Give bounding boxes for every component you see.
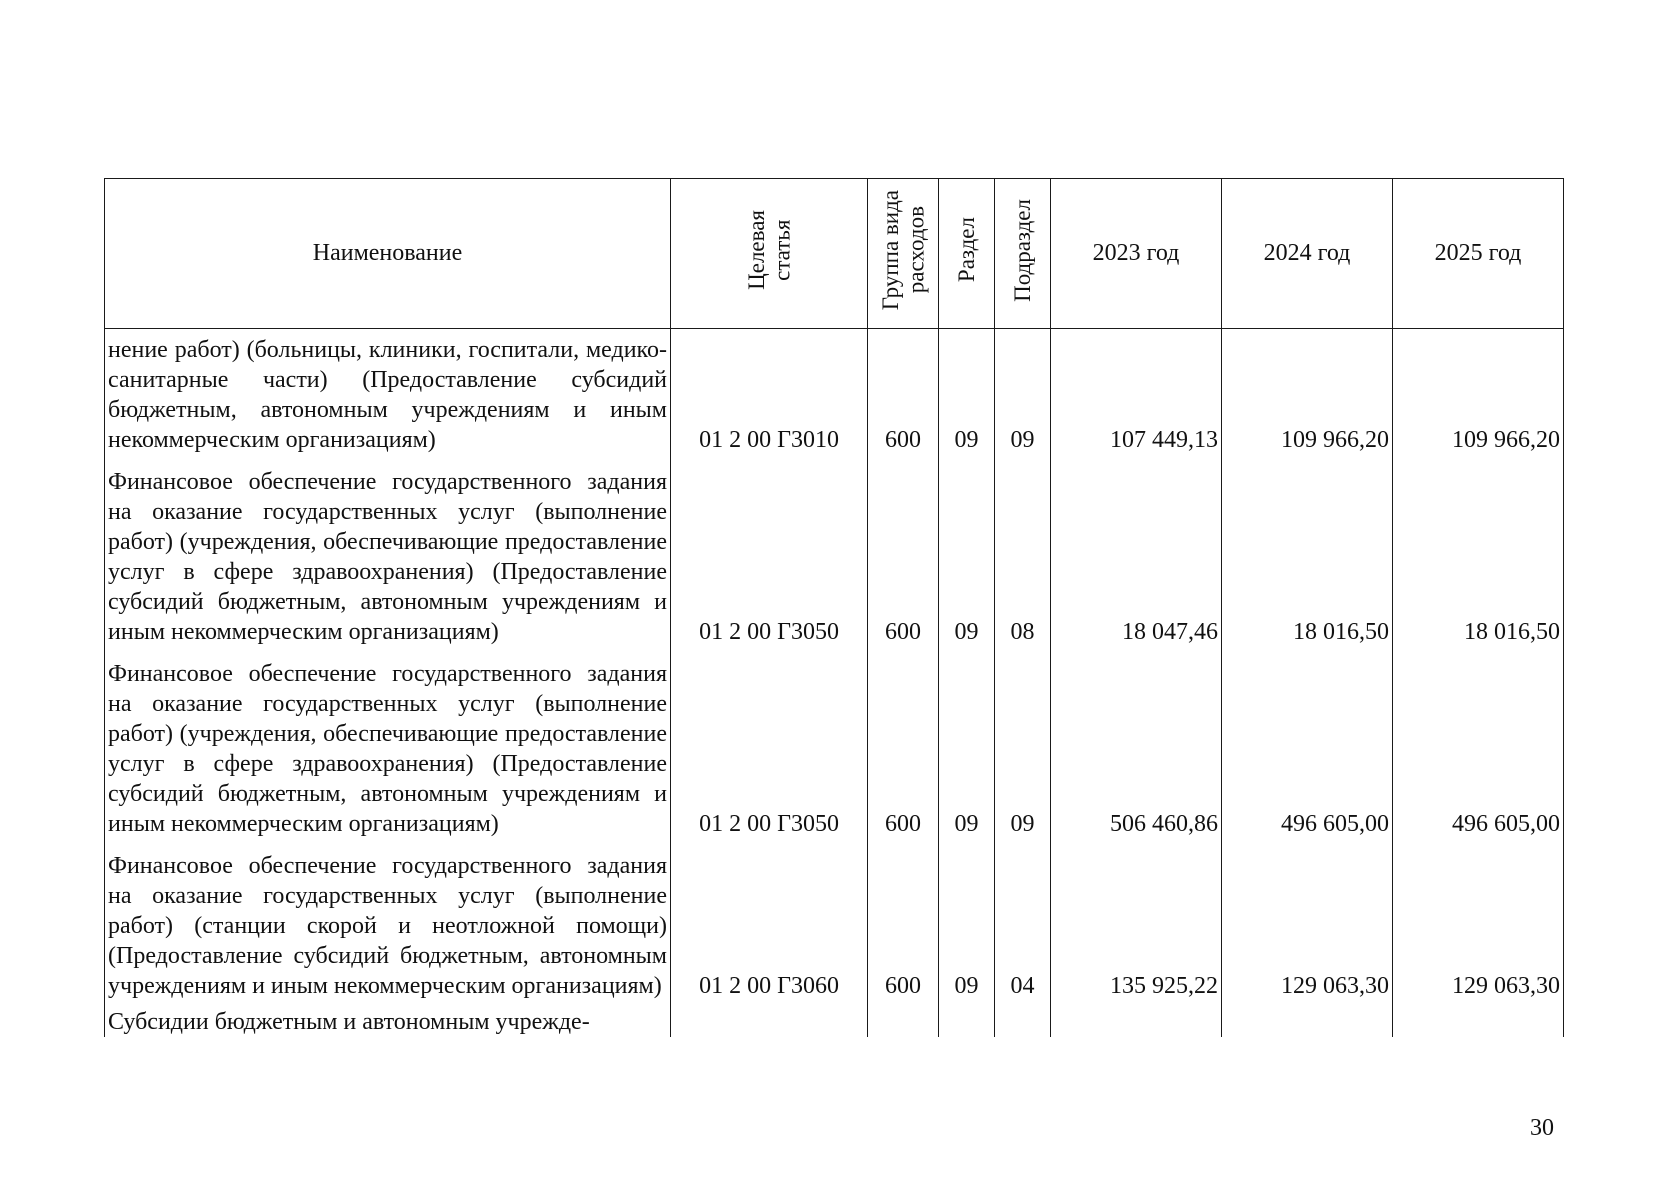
table-row xyxy=(105,653,1564,845)
row-2024: 496 605,00 xyxy=(1222,653,1393,845)
row-2025: 109 966,20 xyxy=(1393,329,1564,462)
row-2023: 135 925,22 xyxy=(1051,845,1222,1007)
row-2025: 129 063,30 xyxy=(1393,845,1564,1007)
row-name-continued: Субсидии бюджетным и автономным учрежде- xyxy=(105,1007,671,1037)
table-header xyxy=(105,179,1564,329)
header-2025: 2025 год xyxy=(1393,179,1564,329)
row-2023: 18 047,46 xyxy=(1051,461,1222,653)
row-subsection: 04 xyxy=(995,845,1051,1007)
row-target: 01 2 00 Г3060 xyxy=(671,845,868,1007)
header-section: Раздел xyxy=(939,179,995,329)
header-subsection: Подраздел xyxy=(995,179,1051,329)
header-expense-group: Группа вида расходов xyxy=(868,179,939,329)
row-2024: 18 016,50 xyxy=(1222,461,1393,653)
row-2025: 496 605,00 xyxy=(1393,653,1564,845)
budget-table xyxy=(104,178,1564,1037)
row-section: 09 xyxy=(939,653,995,845)
row-group: 600 xyxy=(868,329,939,462)
row-subsection: 08 xyxy=(995,461,1051,653)
table-row xyxy=(105,461,1564,653)
row-2023: 107 449,13 xyxy=(1051,329,1222,462)
row-group: 600 xyxy=(868,845,939,1007)
header-name: Наименование xyxy=(105,179,671,329)
row-name: нение работ) (больницы, клиники, госпитали, медико-санитарные части) (Предоставление субсидий бюджетным, автономным учреждениям и иным некоммерческим организациям) xyxy=(105,329,671,462)
row-2023: 506 460,86 xyxy=(1051,653,1222,845)
row-name: Финансовое обеспечение государственного задания на оказание государственных услуг (выполнение работ) (учреждения, обеспечивающие предоставление услуг в сфере здравоохранения) (Предоставление субсидий бюджетным, автономным учреждениям и иным некоммерческим организациям) xyxy=(105,653,671,845)
row-group: 600 xyxy=(868,653,939,845)
row-subsection: 09 xyxy=(995,653,1051,845)
row-target: 01 2 00 Г3050 xyxy=(671,461,868,653)
header-2023: 2023 год xyxy=(1051,179,1222,329)
row-subsection: 09 xyxy=(995,329,1051,462)
row-target: 01 2 00 Г3050 xyxy=(671,653,868,845)
row-2025: 18 016,50 xyxy=(1393,461,1564,653)
row-section: 09 xyxy=(939,329,995,462)
row-2024: 129 063,30 xyxy=(1222,845,1393,1007)
row-name: Финансовое обеспечение государственного задания на оказание государственных услуг (выполнение работ) (учреждения, обеспечивающие предоставление услуг в сфере здравоохранения) (Предоставление субсидий бюджетным, автономным учреждениям и иным некоммерческим организациям) xyxy=(105,461,671,653)
row-name: Финансовое обеспечение государственного задания на оказание государственных услуг (выполнение работ) (станции скорой и неотложной помощи) (Предоставление субсидий бюджетным, автономным учреждениям и иным некоммерческим организациям) xyxy=(105,845,671,1007)
header-target-article: Целевая статья xyxy=(671,179,868,329)
table-row xyxy=(105,845,1564,1007)
row-section: 09 xyxy=(939,461,995,653)
row-group: 600 xyxy=(868,461,939,653)
row-2024: 109 966,20 xyxy=(1222,329,1393,462)
row-target: 01 2 00 Г3010 xyxy=(671,329,868,462)
header-2024: 2024 год xyxy=(1222,179,1393,329)
table-row xyxy=(105,329,1564,462)
table-row-continued xyxy=(105,1007,1564,1037)
row-section: 09 xyxy=(939,845,995,1007)
page-number: 30 xyxy=(1530,1115,1554,1141)
